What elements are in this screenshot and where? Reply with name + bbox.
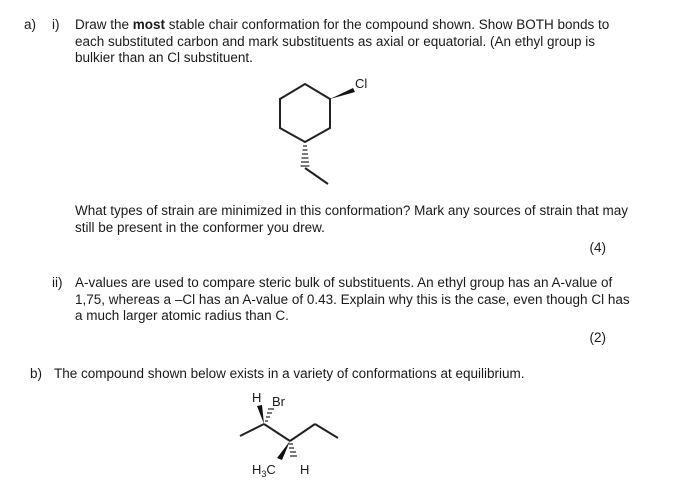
question-a2-text: A-values are used to compare steric bulk of substituents. An ethyl group has an A-value of 1,75, whereas a –Cl has an A-value of 0.43. Explain why this is the case, even though Cl has a much larger atomic radius than C.: [75, 275, 630, 323]
structure-h-bottom: H: [300, 462, 310, 477]
wedge-bond-h: [257, 405, 264, 424]
structure-br-label: Br: [272, 394, 285, 409]
question-a2-marks: (2): [589, 330, 606, 345]
hashed-bond: [301, 146, 310, 166]
question-a1-marks: (4): [589, 240, 606, 255]
wedge-bond-ch3: [277, 441, 290, 460]
part-b-text: The compound shown below exists in a variety of conformations at equilibrium.: [54, 366, 525, 381]
structure-h3c-label: $H_3C$: [252, 462, 276, 479]
question-a1-text-bold: most: [132, 17, 166, 32]
question-a1-followup: What types of strain are minimized in this conformation? Mark any sources of strain that may still be present in the conformer you drew.: [75, 203, 628, 235]
butane-structure: [230, 386, 360, 481]
carbon-skeleton: [240, 424, 338, 441]
ethyl-bond: [305, 168, 328, 184]
question-a1-label: i): [52, 17, 60, 32]
hashed-bond-h-bottom: [289, 444, 297, 456]
wedge-bond: [330, 88, 355, 99]
structure-h-top: H: [252, 390, 262, 405]
hashed-bond-br: [265, 409, 274, 421]
question-a2-label: ii): [52, 275, 63, 290]
question-a1-text-post: stable chair conformation for the compound shown. Show BOTH bonds to each substituted carbon and mark substituents as axial or equatorial. (An ethyl group is bulkier than an Cl substituent.: [75, 17, 610, 65]
cyclohexane-structure: [270, 70, 390, 190]
question-a1-text: [75, 17, 635, 67]
part-a-label: a): [24, 17, 37, 32]
cyclohexane-ring: [280, 84, 330, 142]
question-a1-text-pre: Draw the: [75, 17, 133, 32]
structure-cl-label: Cl: [355, 76, 368, 91]
part-b-label: b): [30, 366, 43, 381]
